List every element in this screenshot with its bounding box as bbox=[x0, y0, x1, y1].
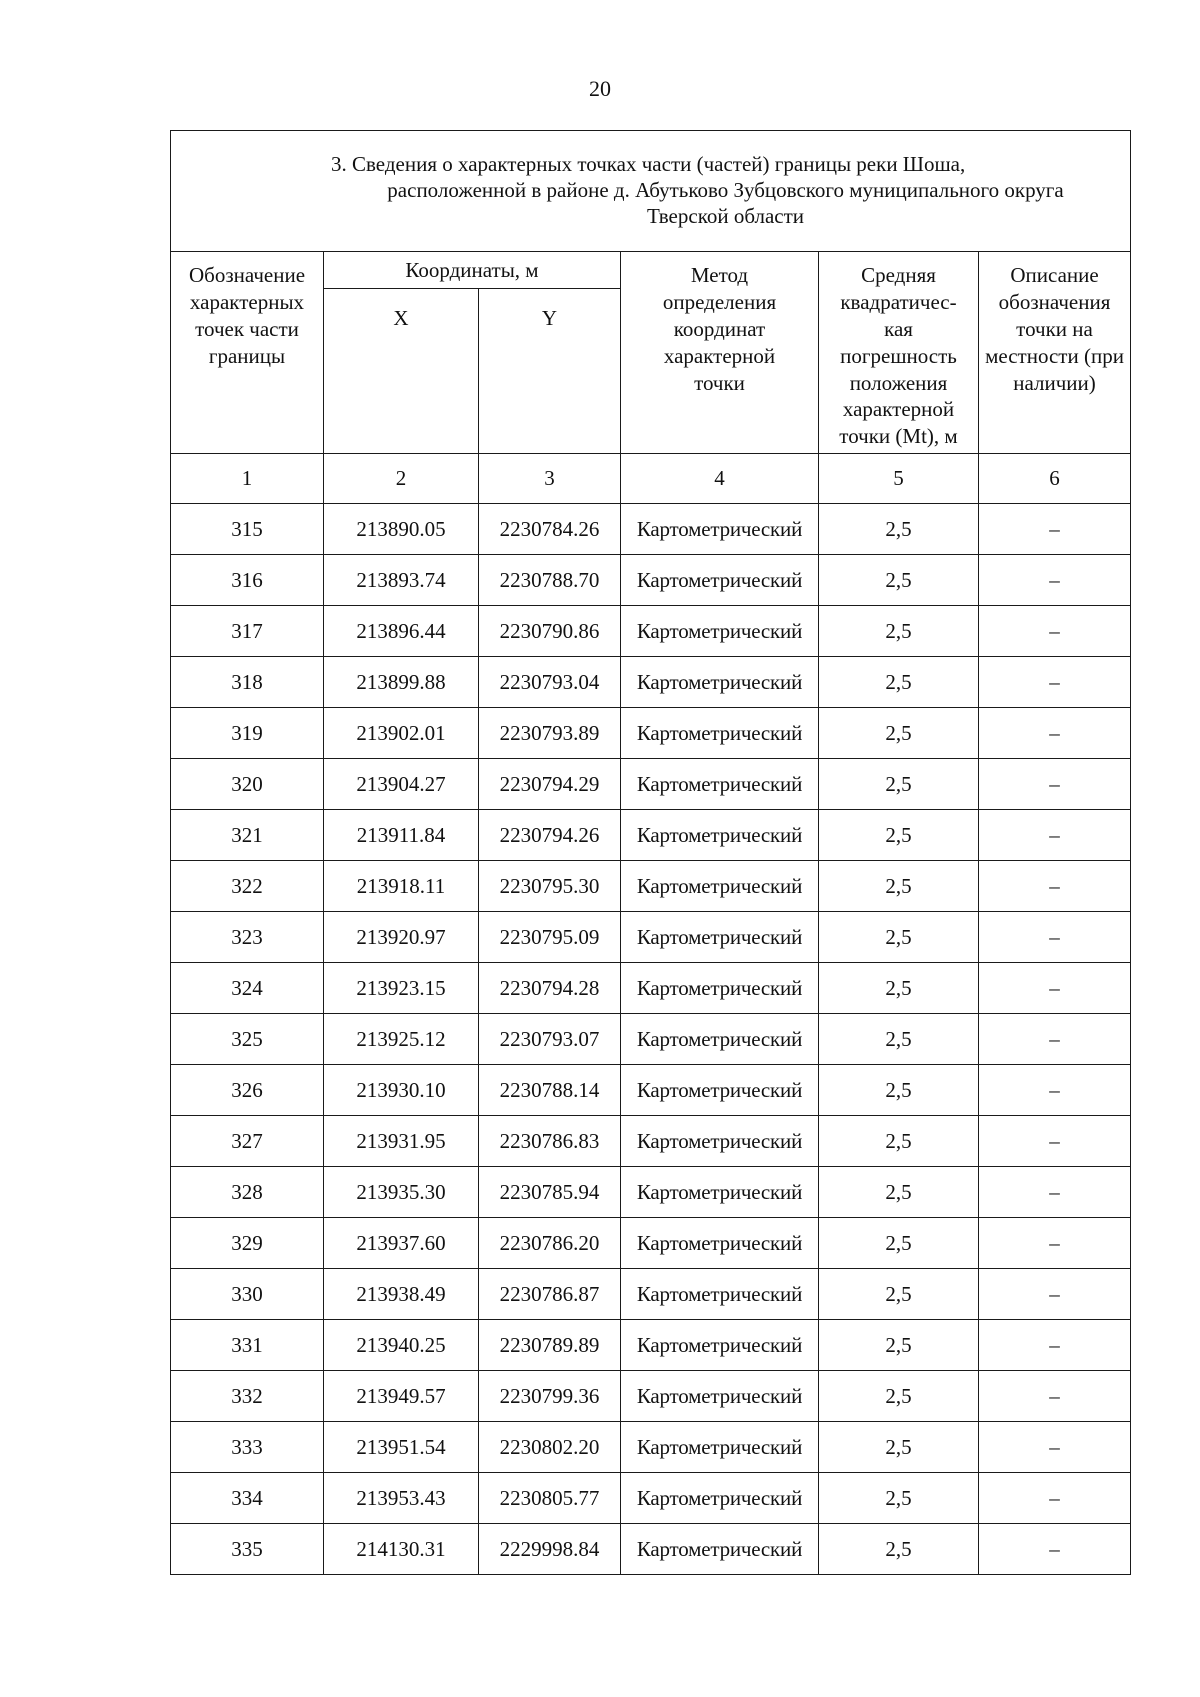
section-title-line-1: 3. Сведения о характерных точках части (частей) границы реки Шоша, bbox=[331, 151, 966, 176]
table-row bbox=[171, 1065, 1131, 1116]
error-cell: 2,5 bbox=[819, 1524, 979, 1575]
description-cell: – bbox=[979, 1269, 1131, 1320]
method-cell: Картометрический bbox=[621, 1320, 819, 1371]
description-cell: – bbox=[979, 963, 1131, 1014]
error-cell: 2,5 bbox=[819, 555, 979, 606]
table-row bbox=[171, 1473, 1131, 1524]
table-row bbox=[171, 1116, 1131, 1167]
error-cell: 2,5 bbox=[819, 1371, 979, 1422]
y-coordinate-cell: 2230788.70 bbox=[479, 555, 621, 606]
error-cell: 2,5 bbox=[819, 1167, 979, 1218]
method-cell: Картометрический bbox=[621, 1218, 819, 1269]
point-cell: 333 bbox=[171, 1422, 324, 1473]
x-coordinate-cell: 213949.57 bbox=[324, 1371, 479, 1422]
description-cell: – bbox=[979, 912, 1131, 963]
method-cell: Картометрический bbox=[621, 759, 819, 810]
error-cell: 2,5 bbox=[819, 1422, 979, 1473]
x-coordinate-cell: 214130.31 bbox=[324, 1524, 479, 1575]
description-cell: – bbox=[979, 1218, 1131, 1269]
x-coordinate-cell: 213937.60 bbox=[324, 1218, 479, 1269]
error-cell: 2,5 bbox=[819, 708, 979, 759]
page-number: 20 bbox=[589, 76, 611, 101]
description-cell: – bbox=[979, 1065, 1131, 1116]
x-coordinate-cell: 213896.44 bbox=[324, 606, 479, 657]
x-coordinate-cell: 213923.15 bbox=[324, 963, 479, 1014]
point-cell: 331 bbox=[171, 1320, 324, 1371]
error-cell: 2,5 bbox=[819, 1320, 979, 1371]
method-cell: Картометрический bbox=[621, 810, 819, 861]
section-title bbox=[171, 131, 1131, 252]
error-cell: 2,5 bbox=[819, 1218, 979, 1269]
method-cell: Картометрический bbox=[621, 1269, 819, 1320]
y-coordinate-cell: 2230794.26 bbox=[479, 810, 621, 861]
x-coordinate-cell: 213902.01 bbox=[324, 708, 479, 759]
x-coordinate-cell: 213918.11 bbox=[324, 861, 479, 912]
method-cell: Картометрический bbox=[621, 1014, 819, 1065]
y-coordinate-cell: 2230799.36 bbox=[479, 1371, 621, 1422]
y-coordinate-cell: 2230790.86 bbox=[479, 606, 621, 657]
point-cell: 327 bbox=[171, 1116, 324, 1167]
table-row bbox=[171, 1524, 1131, 1575]
table-row bbox=[171, 504, 1131, 555]
y-coordinate-cell: 2230784.26 bbox=[479, 504, 621, 555]
method-cell: Картометрический bbox=[621, 1116, 819, 1167]
y-coordinate-cell: 2230788.14 bbox=[479, 1065, 621, 1116]
method-cell: Картометрический bbox=[621, 912, 819, 963]
error-cell: 2,5 bbox=[819, 963, 979, 1014]
x-coordinate-cell: 213893.74 bbox=[324, 555, 479, 606]
point-cell: 330 bbox=[171, 1269, 324, 1320]
description-cell: – bbox=[979, 1320, 1131, 1371]
section-title-row bbox=[171, 131, 1131, 252]
boundary-points-table bbox=[170, 130, 1131, 1575]
y-coordinate-cell: 2230802.20 bbox=[479, 1422, 621, 1473]
description-cell: – bbox=[979, 861, 1131, 912]
description-cell: – bbox=[979, 555, 1131, 606]
x-coordinate-cell: 213890.05 bbox=[324, 504, 479, 555]
y-coordinate-cell: 2230786.20 bbox=[479, 1218, 621, 1269]
table-row bbox=[171, 912, 1131, 963]
error-cell: 2,5 bbox=[819, 861, 979, 912]
x-coordinate-cell: 213899.88 bbox=[324, 657, 479, 708]
point-cell: 326 bbox=[171, 1065, 324, 1116]
point-cell: 316 bbox=[171, 555, 324, 606]
header-y: Y bbox=[479, 289, 621, 454]
column-number: 3 bbox=[479, 454, 621, 504]
header-error: Средняя квадратичес-кая погрешность положения характерной точки (Mt), м bbox=[819, 252, 979, 454]
header-row-1 bbox=[171, 252, 1131, 289]
x-coordinate-cell: 213931.95 bbox=[324, 1116, 479, 1167]
description-cell: – bbox=[979, 759, 1131, 810]
y-coordinate-cell: 2230795.30 bbox=[479, 861, 621, 912]
method-cell: Картометрический bbox=[621, 1473, 819, 1524]
table-row bbox=[171, 606, 1131, 657]
method-cell: Картометрический bbox=[621, 1524, 819, 1575]
description-cell: – bbox=[979, 810, 1131, 861]
error-cell: 2,5 bbox=[819, 1473, 979, 1524]
point-cell: 320 bbox=[171, 759, 324, 810]
table-row bbox=[171, 708, 1131, 759]
x-coordinate-cell: 213911.84 bbox=[324, 810, 479, 861]
point-cell: 328 bbox=[171, 1167, 324, 1218]
method-cell: Картометрический bbox=[621, 708, 819, 759]
point-cell: 323 bbox=[171, 912, 324, 963]
y-coordinate-cell: 2230793.89 bbox=[479, 708, 621, 759]
table-row bbox=[171, 1218, 1131, 1269]
point-cell: 325 bbox=[171, 1014, 324, 1065]
column-numbers-row bbox=[171, 454, 1131, 504]
y-coordinate-cell: 2230786.87 bbox=[479, 1269, 621, 1320]
table-row bbox=[171, 861, 1131, 912]
description-cell: – bbox=[979, 1524, 1131, 1575]
method-cell: Картометрический bbox=[621, 504, 819, 555]
y-coordinate-cell: 2230789.89 bbox=[479, 1320, 621, 1371]
point-cell: 332 bbox=[171, 1371, 324, 1422]
column-number: 5 bbox=[819, 454, 979, 504]
column-number: 6 bbox=[979, 454, 1131, 504]
y-coordinate-cell: 2230795.09 bbox=[479, 912, 621, 963]
table-row bbox=[171, 810, 1131, 861]
point-cell: 329 bbox=[171, 1218, 324, 1269]
point-cell: 318 bbox=[171, 657, 324, 708]
y-coordinate-cell: 2230786.83 bbox=[479, 1116, 621, 1167]
point-cell: 324 bbox=[171, 963, 324, 1014]
y-coordinate-cell: 2230793.04 bbox=[479, 657, 621, 708]
header-coordinates: Координаты, м bbox=[324, 252, 621, 289]
y-coordinate-cell: 2230805.77 bbox=[479, 1473, 621, 1524]
error-cell: 2,5 bbox=[819, 1116, 979, 1167]
table-row bbox=[171, 1371, 1131, 1422]
description-cell: – bbox=[979, 606, 1131, 657]
error-cell: 2,5 bbox=[819, 912, 979, 963]
table-row bbox=[171, 1014, 1131, 1065]
x-coordinate-cell: 213930.10 bbox=[324, 1065, 479, 1116]
point-cell: 319 bbox=[171, 708, 324, 759]
x-coordinate-cell: 213904.27 bbox=[324, 759, 479, 810]
error-cell: 2,5 bbox=[819, 1014, 979, 1065]
x-coordinate-cell: 213953.43 bbox=[324, 1473, 479, 1524]
error-cell: 2,5 bbox=[819, 657, 979, 708]
method-cell: Картометрический bbox=[621, 1065, 819, 1116]
x-coordinate-cell: 213935.30 bbox=[324, 1167, 479, 1218]
table-row bbox=[171, 963, 1131, 1014]
y-coordinate-cell: 2230785.94 bbox=[479, 1167, 621, 1218]
point-cell: 334 bbox=[171, 1473, 324, 1524]
method-cell: Картометрический bbox=[621, 657, 819, 708]
point-cell: 321 bbox=[171, 810, 324, 861]
table-row bbox=[171, 555, 1131, 606]
description-cell: – bbox=[979, 1167, 1131, 1218]
description-cell: – bbox=[979, 708, 1131, 759]
method-cell: Картометрический bbox=[621, 555, 819, 606]
header-point: Обозначение характерных точек части границы bbox=[171, 252, 324, 454]
column-number: 4 bbox=[621, 454, 819, 504]
description-cell: – bbox=[979, 1116, 1131, 1167]
x-coordinate-cell: 213951.54 bbox=[324, 1422, 479, 1473]
x-coordinate-cell: 213938.49 bbox=[324, 1269, 479, 1320]
error-cell: 2,5 bbox=[819, 1065, 979, 1116]
method-cell: Картометрический bbox=[621, 1167, 819, 1218]
section-title-line-3: Тверской области bbox=[646, 204, 805, 229]
y-coordinate-cell: 2230794.29 bbox=[479, 759, 621, 810]
y-coordinate-cell: 2229998.84 bbox=[479, 1524, 621, 1575]
point-cell: 335 bbox=[171, 1524, 324, 1575]
header-description: Описание обозначения точки на местности (при наличии) bbox=[979, 252, 1131, 454]
point-cell: 315 bbox=[171, 504, 324, 555]
header-method: Метод определения координат характерной точки bbox=[621, 252, 819, 454]
x-coordinate-cell: 213925.12 bbox=[324, 1014, 479, 1065]
column-number: 2 bbox=[324, 454, 479, 504]
method-cell: Картометрический bbox=[621, 606, 819, 657]
method-cell: Картометрический bbox=[621, 1422, 819, 1473]
column-number: 1 bbox=[171, 454, 324, 504]
point-cell: 317 bbox=[171, 606, 324, 657]
section-title-line-2: расположенной в районе д. Абутьково Зубцовского муниципального округа bbox=[387, 177, 1064, 202]
table-row bbox=[171, 1422, 1131, 1473]
error-cell: 2,5 bbox=[819, 759, 979, 810]
table-row bbox=[171, 1320, 1131, 1371]
error-cell: 2,5 bbox=[819, 810, 979, 861]
description-cell: – bbox=[979, 1371, 1131, 1422]
table-row bbox=[171, 1269, 1131, 1320]
table-row bbox=[171, 759, 1131, 810]
x-coordinate-cell: 213920.97 bbox=[324, 912, 479, 963]
error-cell: 2,5 bbox=[819, 606, 979, 657]
description-cell: – bbox=[979, 504, 1131, 555]
table-row bbox=[171, 657, 1131, 708]
description-cell: – bbox=[979, 657, 1131, 708]
error-cell: 2,5 bbox=[819, 1269, 979, 1320]
y-coordinate-cell: 2230794.28 bbox=[479, 963, 621, 1014]
description-cell: – bbox=[979, 1473, 1131, 1524]
method-cell: Картометрический bbox=[621, 1371, 819, 1422]
method-cell: Картометрический bbox=[621, 861, 819, 912]
description-cell: – bbox=[979, 1014, 1131, 1065]
error-cell: 2,5 bbox=[819, 504, 979, 555]
point-cell: 322 bbox=[171, 861, 324, 912]
x-coordinate-cell: 213940.25 bbox=[324, 1320, 479, 1371]
y-coordinate-cell: 2230793.07 bbox=[479, 1014, 621, 1065]
description-cell: – bbox=[979, 1422, 1131, 1473]
table-row bbox=[171, 1167, 1131, 1218]
method-cell: Картометрический bbox=[621, 963, 819, 1014]
header-x: X bbox=[324, 289, 479, 454]
